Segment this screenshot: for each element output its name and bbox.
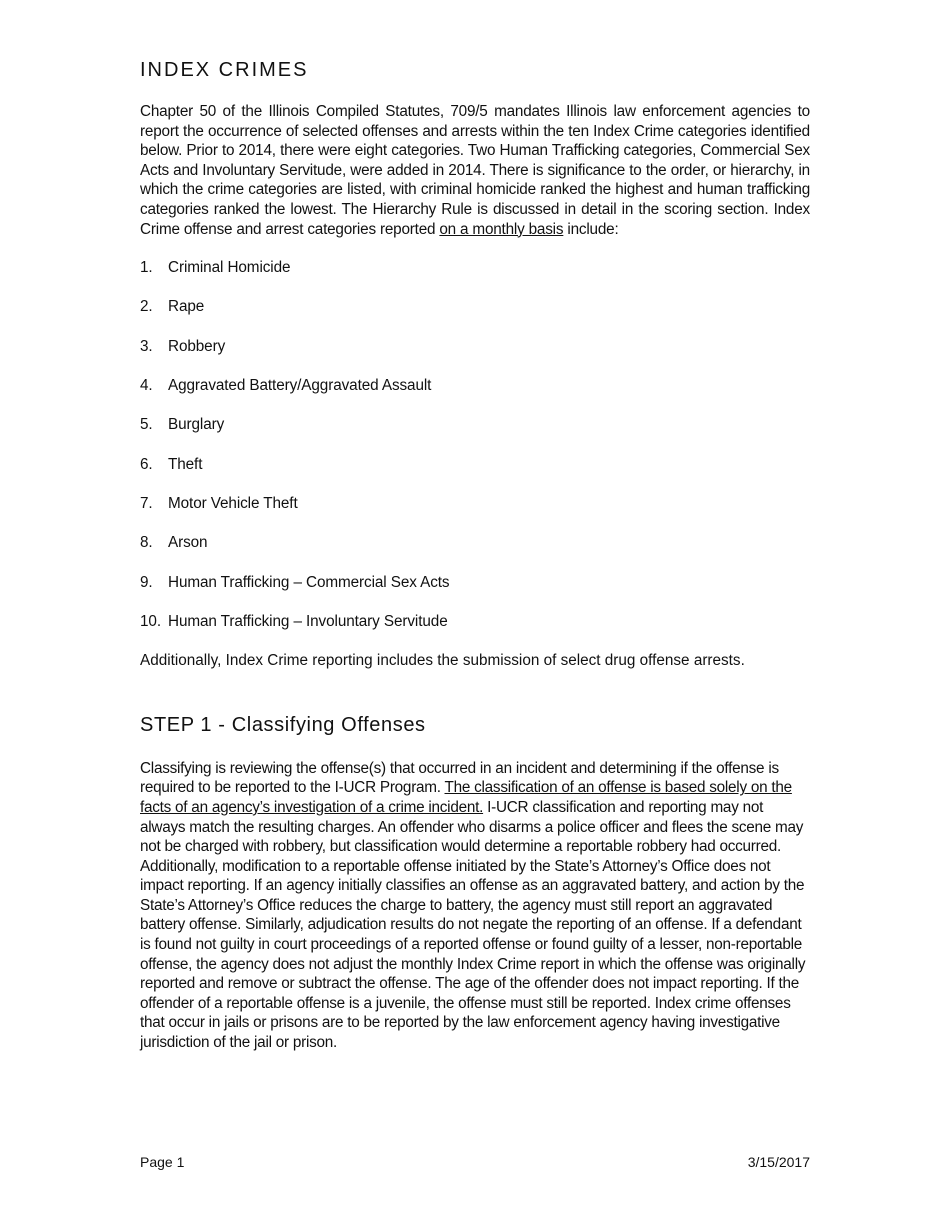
list-item-label: Criminal Homicide [168,259,291,277]
list-item-number: 10. [140,612,161,630]
list-item-number: 6. [140,455,153,473]
page-footer [140,1154,810,1170]
list-item-number: 2. [140,298,153,316]
intro-text-after: include: [563,220,619,238]
list-item [140,258,810,297]
list-item [140,337,810,376]
list-item-label: Arson [168,534,208,552]
list-item-label: Burglary [168,416,225,434]
list-item-number: 3. [140,337,153,355]
list-item [140,533,810,572]
intro-paragraph [140,102,810,239]
list-item-label: Theft [168,455,203,473]
list-item-number: 5. [140,416,153,434]
list-item [140,376,810,415]
classifying-paragraph [140,759,810,1053]
page-number: Page 1 [140,1154,185,1170]
list-item-label: Aggravated Battery/Aggravated Assault [168,377,432,395]
additional-note: Additionally, Index Crime reporting includes the submission of select drug offense arrests. [140,652,745,670]
list-item-label: Motor Vehicle Theft [168,494,298,512]
list-item [140,494,810,533]
list-item-number: 7. [140,494,153,512]
section-heading-index-crimes: INDEX CRIMES [140,59,309,81]
list-item-label: Rape [168,298,205,316]
footer-date: 3/15/2017 [747,1154,810,1170]
page-content [140,56,810,1053]
list-item-number: 8. [140,534,153,552]
list-item-number: 4. [140,377,153,395]
list-item [140,455,810,494]
list-item-number: 1. [140,259,153,277]
list-item-label: Human Trafficking – Involuntary Servitude [168,612,448,630]
intro-text-before: Chapter 50 of the Illinois Compiled Statutes, 709/5 mandates Illinois law enforcement agencies to report the occurrence of selected offenses and arrests within the ten Index Crime categories identified below. Prior to 2014, there were eight categories. Two Human Trafficking categories, Commercial Sex Acts and Involuntary Servitude, were added in 2014. There is significance to the order, or hierarchy, in which the crime categories are listed, with criminal homicide ranked the highest and human trafficking categories ranked the lowest. The Hierarchy Rule is discussed in detail in the scoring section. Index Crime offense and arrest categories reported [140,103,810,238]
classifying-underlined-text: The classification of an offense is based solely on the facts of an agency’s investigation of a crime incident. [140,779,792,816]
list-item [140,612,810,651]
list-item [140,297,810,336]
list-item [140,573,810,612]
classifying-text-after: I-UCR classification and reporting may not always match the resulting charges. An offender who disarms a police officer and flees the scene may not be charged with robbery, but classification would determine a reportable robbery had occurred. Additionally, modification to a reportable offense initiated by the State’s Attorney’s Office does not impact reporting. If an agency initially classifies an offense as an aggravated battery, and action by the State’s Attorney’s Office reduces the charge to battery, the agency must still report an aggravated battery offense. Similarly, adjudication results do not negate the reporting of an offense. If a defendant is found not guilty in court proceedings of a reported offense or found guilty of a lesser, non-reportable offense, the agency does not adjust the monthly Index Crime report in which the offense was originally reported and remove or subtract the offense. The age of the offender does not impact reporting. If the offender of a reportable offense is a juvenile, the offense must still be reported. Index crime offenses that occur in jails or prisons are to be reported by the law enforcement agency having investigative jurisdiction of the jail or prison. [140,798,806,1052]
classifying-text-before: Classifying is reviewing the offense(s) that occurred in an incident and determining if the offense is required to be reported to the I-UCR Program. [140,759,779,797]
intro-underlined-text: on a monthly basis [439,220,564,238]
list-item [140,415,810,454]
list-item-number: 9. [140,573,153,591]
list-item-label: Robbery [168,337,226,355]
list-item-label: Human Trafficking – Commercial Sex Acts [168,573,450,591]
section-heading-step-1: STEP 1 - Classifying Offenses [140,713,426,736]
crime-category-list [140,258,810,651]
